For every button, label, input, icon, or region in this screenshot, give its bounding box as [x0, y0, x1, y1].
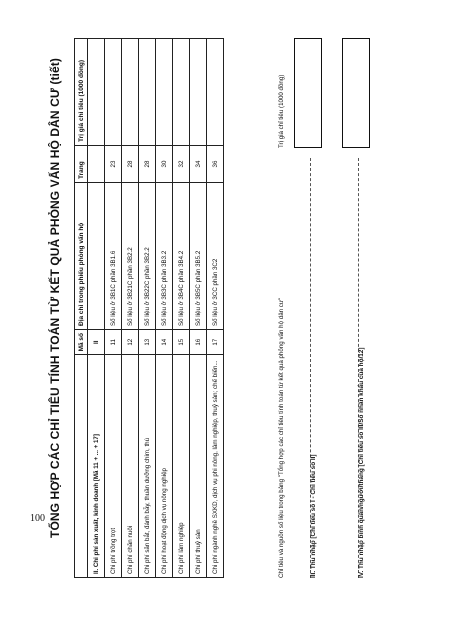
row-label: Chi phí hoạt động dịch vụ nông nghiệp [156, 355, 173, 578]
table-row [190, 39, 207, 578]
row-code: 12 [122, 330, 139, 355]
row-value-cell[interactable] [105, 39, 122, 146]
income-value-box[interactable] [294, 38, 322, 148]
table-row [139, 39, 156, 578]
section-row [88, 39, 105, 578]
indicator-table [74, 38, 224, 578]
header-source: Địa chỉ trong phiếu phỏng vấn hộ [75, 183, 88, 330]
row-source: Số liệu ở 3B4C phần 3B4.2 [173, 183, 190, 330]
row-code: 17 [207, 330, 224, 355]
row-value-cell[interactable] [122, 39, 139, 146]
avg-income-label: IV. Thu nhập bình quân/người/tháng [Chỉ tiêu số III/Số nhân khẩu của hộ/12] [358, 347, 365, 578]
table-row [105, 39, 122, 578]
row-page: 36 [207, 146, 224, 183]
section-source [88, 183, 105, 330]
row-value-cell[interactable] [190, 39, 207, 146]
header-code: Mã số [75, 330, 88, 355]
table-row [173, 39, 190, 578]
rotated-page-content [48, 18, 438, 578]
row-source: Số liệu ở 3B3C phần 3B3.2 [156, 183, 173, 330]
row-page: 28 [122, 146, 139, 183]
value-reference-label: Trị giá chỉ tiêu (1000 đồng) [278, 74, 285, 148]
row-page: 30 [156, 146, 173, 183]
page-title: TỔNG HỢP CÁC CHỈ TIÊU TÍNH TOÁN TỪ KẾT QUẢ PHỎNG VẤN HỘ DÂN CƯ (tiết) [48, 58, 62, 538]
table-note: Chỉ tiêu và nguồn số liệu trong bảng "Tổng hợp các chỉ tiêu tính toán từ kết quả phỏng vấn hộ dân cư" [278, 297, 285, 578]
table-row [207, 39, 224, 578]
row-code: 14 [156, 330, 173, 355]
row-source: Số liệu ở 3B22C phần 3B2.2 [139, 183, 156, 330]
table-row [122, 39, 139, 578]
header-value: Trị giá chỉ tiêu (1000 đồng) [75, 39, 88, 146]
row-value-cell[interactable] [207, 39, 224, 146]
row-label: Chi phí ngành nghề SXKD, dịch vụ phi nông, lâm nghiệp, thuỷ sản; chế biến... [207, 355, 224, 578]
header-label [75, 355, 88, 578]
row-page: 34 [190, 146, 207, 183]
row-code: 16 [190, 330, 207, 355]
row-source: Số liệu ở 3B1C phần 3B1.6 [105, 183, 122, 330]
income-label: III. Thu nhập [Chỉ tiêu số I - Chỉ tiêu số II] [310, 454, 317, 578]
section-code: II [88, 330, 105, 355]
table-row [156, 39, 173, 578]
row-label: Chi phí thuỷ sản [190, 355, 207, 578]
header-page: Trang [75, 146, 88, 183]
table-header-row [75, 39, 88, 578]
row-source: Số liệu ở 3CC phần 3C2 [207, 183, 224, 330]
row-page: 28 [139, 146, 156, 183]
row-code: 11 [105, 330, 122, 355]
page-number: 100 [30, 513, 45, 524]
row-value-cell[interactable] [173, 39, 190, 146]
row-page: 23 [105, 146, 122, 183]
row-label: Chi phí săn bắt, đánh bẫy, thuần dưỡng chim, thú [139, 355, 156, 578]
row-label: Chi phí lâm nghiệp [173, 355, 190, 578]
row-page: 32 [173, 146, 190, 183]
row-value-cell[interactable] [139, 39, 156, 146]
row-code: 15 [173, 330, 190, 355]
avg-income-value-box[interactable] [342, 38, 370, 148]
row-value-cell[interactable] [156, 39, 173, 146]
section-label: II. Chi phí sản xuất, kinh doanh [Mã 11 + ... + 17] [88, 355, 105, 578]
row-code: 13 [139, 330, 156, 355]
row-label: Chi phí trồng trọt [105, 355, 122, 578]
section-value-cell[interactable] [88, 39, 105, 146]
section-page [88, 146, 105, 183]
row-source: Số liệu ở 3B5C phần 3B5.2 [190, 183, 207, 330]
row-label: Chi phí chăn nuôi [122, 355, 139, 578]
row-source: Số liệu ở 3B21C phần 3B2.2 [122, 183, 139, 330]
